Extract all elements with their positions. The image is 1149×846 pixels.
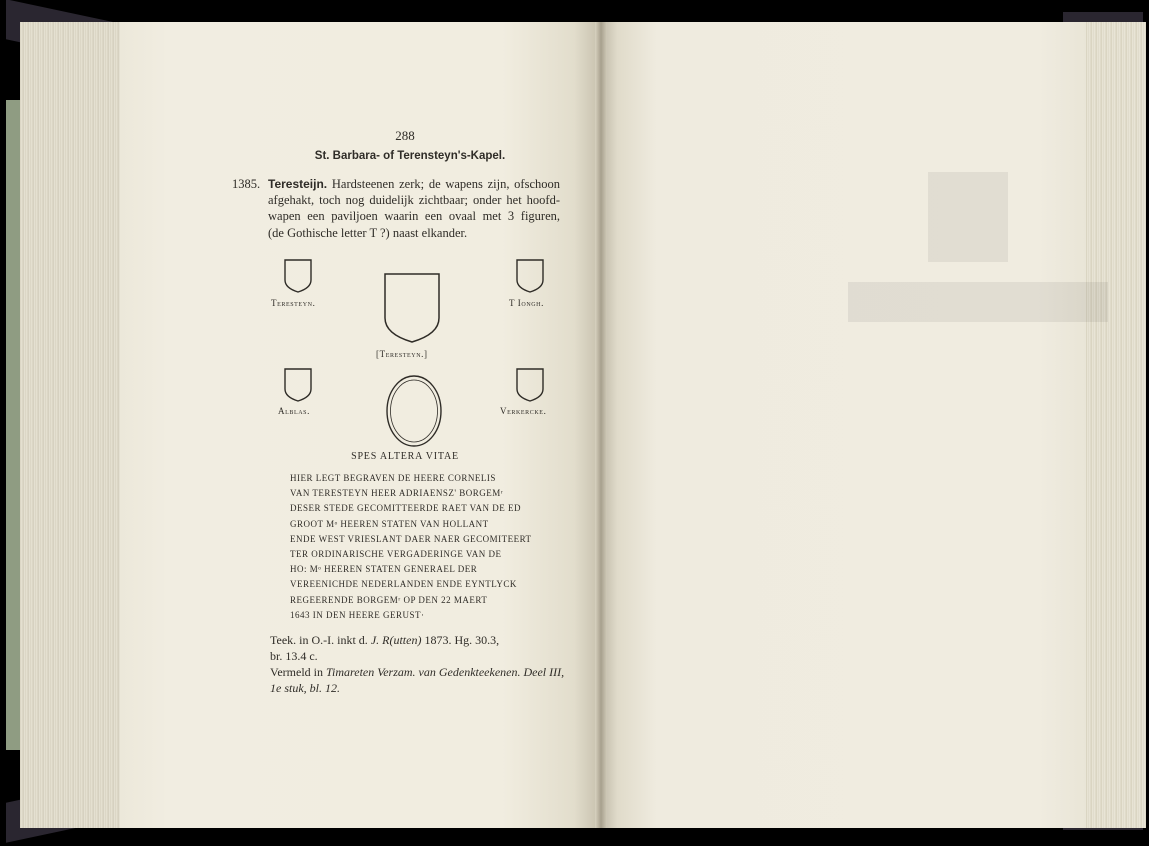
arms-caption-alblas: Alblas. bbox=[278, 406, 310, 416]
motto: SPES ALTERA VITAE bbox=[351, 451, 459, 462]
note-author: J. R(utten) bbox=[370, 633, 422, 647]
entry-body bbox=[268, 176, 560, 241]
right-page-edges bbox=[1078, 22, 1146, 828]
epitaph-line: 1643 IN DEN HEERE GERUST· bbox=[290, 609, 425, 620]
shield-icon bbox=[283, 367, 313, 403]
entry-number: 1385. bbox=[232, 177, 261, 191]
note-reference: Timareten Verzam. van Gedenkteekenen. Deel III, bbox=[326, 665, 565, 679]
arms-caption-teresteyn: Teresteyn. bbox=[271, 298, 316, 308]
entry-name: Teresteijn. bbox=[268, 177, 328, 191]
page-number: 288 bbox=[395, 128, 415, 143]
left-page-edges bbox=[20, 22, 130, 828]
bibliographic-note bbox=[270, 632, 565, 696]
arms-caption-verkercke: Verkercke. bbox=[500, 406, 547, 416]
entry-line: wapen een paviljoen waarin een ovaal met 3 figuren, bbox=[268, 209, 560, 224]
page-heading: St. Barbara- of Terensteyn's-Kapel. bbox=[314, 150, 506, 162]
note-line: Teek. in O.-I. inkt d. J. R(utten) 1873. Hg. 30.3, bbox=[270, 633, 500, 647]
entry-line: Teresteijn. Hardsteenen zerk; de wapens zijn, ofschoon bbox=[268, 177, 561, 191]
epitaph-line: ENDE WEST VRIESLANT DAER NAER GECOMITEERT bbox=[290, 533, 532, 544]
epitaph-line: REGEERENDE BORGEMʳ OP DEN 22 MAERT bbox=[290, 594, 488, 605]
epitaph-line: TER ORDINARISCHE VERGADERINGE VAN DE bbox=[290, 549, 502, 560]
entry-line: (de Gothische letter T ?) naast elkander. bbox=[268, 225, 468, 240]
arms-caption-center: [Teresteyn.] bbox=[376, 349, 428, 359]
epitaph-line: DESER STEDE GECOMITTEERDE RAET VAN DE ED bbox=[290, 503, 521, 514]
arms-caption-t-iongh: T Iongh. bbox=[509, 298, 544, 308]
epitaph-line: VAN TERESTEYN HEER ADRIAENSZ' BORGEMʳ bbox=[290, 488, 504, 499]
entry-line: afgehakt, toch nog duidelijk zichtbaar; onder het hoofd- bbox=[268, 193, 560, 208]
shield-icon bbox=[515, 258, 545, 294]
show-through-shadow bbox=[828, 172, 1148, 412]
epitaph-line: HO: Mᵒ HEEREN STATEN GENERAEL DER bbox=[290, 564, 478, 575]
shield-icon bbox=[515, 367, 545, 403]
note-reference: 1e stuk, bl. 12. bbox=[270, 681, 340, 695]
book-spine-edge bbox=[6, 100, 20, 750]
note-line: br. 13.4 c. bbox=[270, 649, 318, 663]
note-line: Vermeld in Timareten Verzam. van Gedenkteekenen. Deel III, bbox=[270, 665, 565, 679]
right-page bbox=[598, 22, 1086, 828]
book-gutter bbox=[595, 22, 607, 828]
epitaph-inscription bbox=[290, 471, 560, 623]
note-line bbox=[270, 680, 560, 696]
left-page bbox=[120, 22, 598, 828]
shield-icon bbox=[283, 258, 313, 294]
epitaph-line: GROOT Mᵒ HEEREN STATEN VAN HOLLANT bbox=[290, 518, 489, 529]
shield-icon bbox=[383, 272, 441, 344]
epitaph-line: VEREENICHDE NEDERLANDEN ENDE EYNTLYCK bbox=[290, 579, 517, 590]
epitaph-line: HIER LEGT BEGRAVEN DE HEERE CORNELIS bbox=[290, 473, 496, 483]
entry-1385 bbox=[232, 176, 560, 241]
oval-cartouche-icon bbox=[384, 373, 444, 449]
